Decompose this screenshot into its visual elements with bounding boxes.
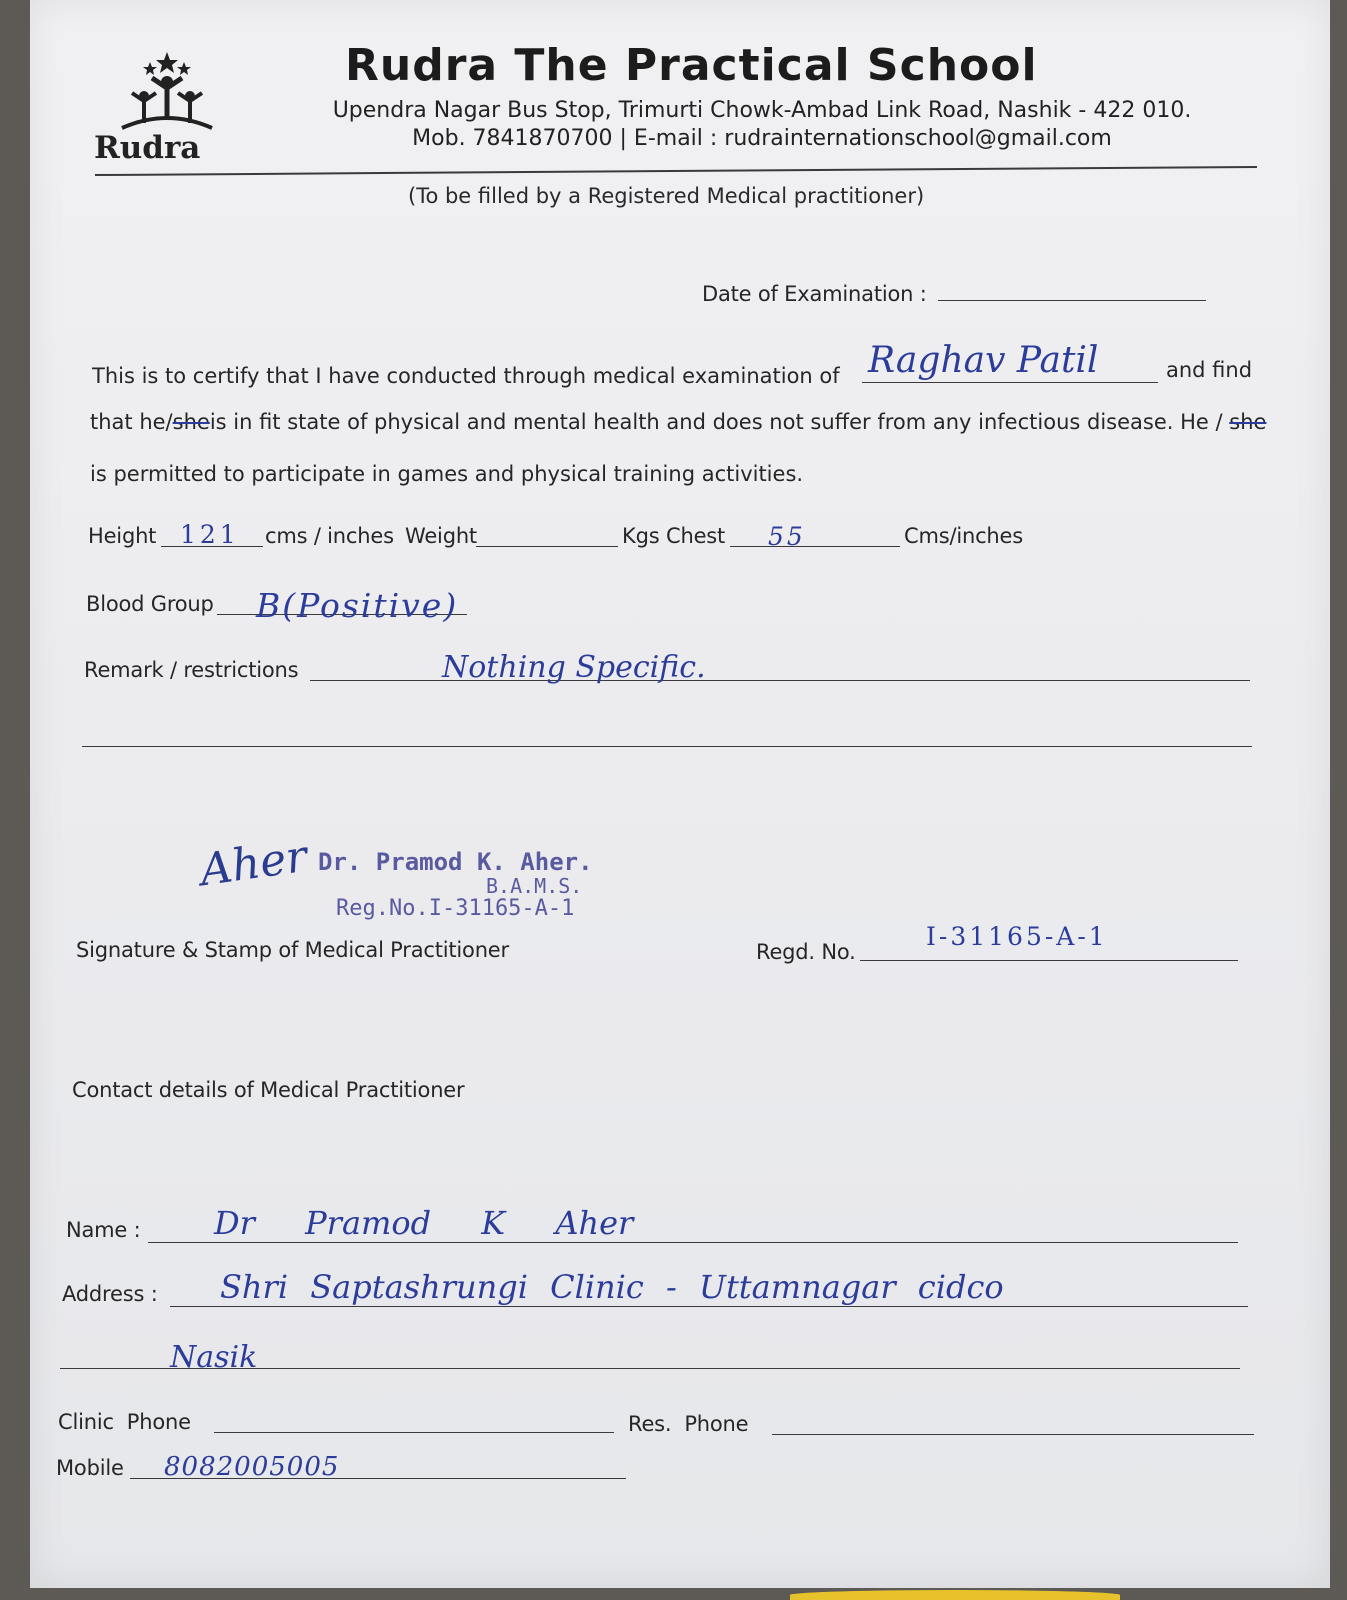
stamp-degree: B.A.M.S. [486,874,583,898]
patient-name-field[interactable] [862,382,1158,383]
height-value: 121 [180,520,240,549]
chest-field[interactable] [730,546,900,547]
height-label: Height [88,524,157,548]
logo-wordmark: Rudra [94,130,201,166]
cert-line-3: is permitted to participate in games and physical training activities. [90,462,804,486]
clinic-phone-label: Clinic Phone [58,1410,191,1434]
res-phone-field[interactable] [772,1434,1254,1435]
yellow-background-edge [790,1590,1120,1600]
name-label: Name : [66,1218,141,1242]
res-phone-label: Res. Phone [628,1412,749,1436]
signature-label: Signature & Stamp of Medical Practitioner [76,938,509,962]
mobile-value: 8082005005 [164,1452,340,1482]
regd-label: Regd. No. [756,940,856,964]
date-field[interactable] [938,300,1206,301]
cert-line-2-a: that he/ [90,410,173,434]
address-value-line-2: Nasik [170,1340,258,1375]
blood-group-label: Blood Group [86,592,214,616]
blood-group-value: B(Positive) [256,586,459,625]
mobile-label: Mobile [56,1456,124,1480]
weight-field[interactable] [476,546,618,547]
form-subtitle: (To be filled by a Registered Medical practitioner) [408,184,925,208]
height-unit: cms / inches [265,524,394,548]
address-field[interactable] [170,1306,1248,1307]
remark-label: Remark / restrictions [84,658,299,682]
address-value-line-1: Shri Saptashrungi Clinic - Uttamnagar cidco [220,1268,1004,1306]
contact-section-label: Contact details of Medical Practitioner [72,1078,465,1102]
patient-name-value: Raghav Patil [868,340,1099,381]
cert-line-2-b: is in fit state of physical and mental health and does not suffer from any infectious disease. He / [209,410,1223,434]
clinic-phone-field[interactable] [214,1432,614,1433]
name-field[interactable] [148,1242,1238,1243]
remark-field-line-2[interactable] [82,746,1252,747]
date-label: Date of Examination : [702,282,927,306]
struck-she-1: she [172,410,210,434]
chest-value: 55 [768,522,806,551]
header-divider [95,166,1257,176]
cert-line-2 [90,410,1266,434]
name-value: Dr Pramod K Aher [214,1204,634,1242]
certificate-paper [30,0,1330,1588]
cert-line-1-prefix: This is to certify that I have conducted through medical examination of [92,364,840,388]
cert-line-1-suffix: and find [1166,358,1253,382]
regd-field[interactable] [860,960,1238,961]
weight-label: Weight [405,524,477,548]
doctor-signature: Aher [196,830,311,897]
weight-unit: Kgs [622,524,660,548]
struck-she-2: she [1229,410,1267,434]
stamp-reg: Reg.No.I-31165-A-1 [336,896,575,921]
school-address: Upendra Nagar Bus Stop, Trimurti Chowk-Ambad Link Road, Nashik - 422 010. [332,98,1192,123]
remark-value: Nothing Specific. [442,650,706,685]
school-name: Rudra The Practical School [345,40,1038,91]
regd-value: I-31165-A-1 [926,922,1108,951]
school-contact: Mob. 7841870700 | E-mail : rudrainternationschool@gmail.com [412,126,1112,151]
chest-label: Chest [666,524,726,548]
stamp-name: Dr. Pramod K. Aher. [318,848,593,876]
chest-unit: Cms/inches [904,524,1023,548]
address-label: Address : [62,1282,158,1306]
